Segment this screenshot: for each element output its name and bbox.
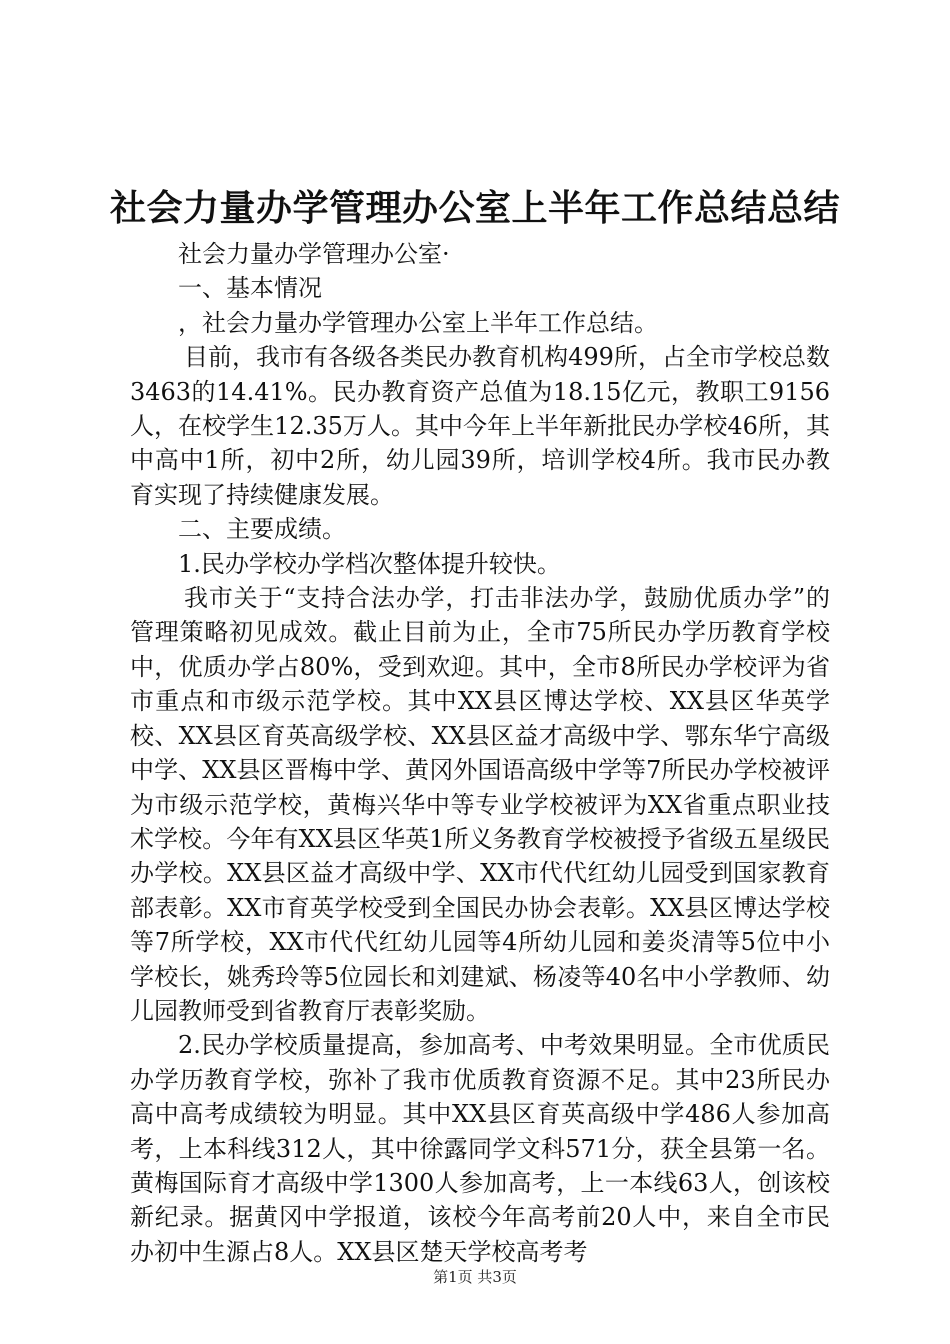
paragraph-current-status: 目前，我市有各级各类民办教育机构499所，占全市学校总数3463的14.41%。民办教育资产总值为18.15亿元，教职工9156人，在校学生12.35万人。其中今年上半年新批民办学校46所，其中高中1所，初中2所，幼儿园39所，培训学校4所。我市民办教育实现了持续健康发展。 xyxy=(130,343,830,509)
document-title: 社会力量办学管理办公室上半年工作总结总结 xyxy=(109,188,840,229)
paragraph-management-strategy: 我市关于“支持合法办学，打击非法办学，鼓励优质办学”的管理策略初见成效。截止目前为止，全市75所民办学历教育学校中，优质办学占80%，受到欢迎。其中，全市8所民办学校评为省市重点和市级示范学校。其中XX县区博达学校、XX县区华英学校、XX县区育英高级学校、XX县区益才高级中学、鄂东华宁高级中学、XX县区晋梅中学、黄冈外国语高级中学等7所民办学校被评为市级示范学校，黄梅兴华中等专业学校被评为XX省重点职业技术学校。今年有XX县区华英1所义务教育学校被授予省级五星级民办学校。XX县区益才高级中学、XX市代代红幼儿园受到国家教育部表彰。XX市育英学校受到全国民办协会表彰。XX县区博达学校等7所学校，XX市代代红幼儿园等4所幼儿园和姜炎清等5位中小学校长，姚秀玲等5位园长和刘建斌、杨凌等40名中小学教师、幼儿园教师受到省教育厅表彰奖励。 xyxy=(130,584,830,1025)
paragraph-summary-intro: ，社会力量办学管理办公室上半年工作总结。 xyxy=(178,308,658,337)
paragraph-office-name: 社会力量办学管理办公室· xyxy=(178,240,450,268)
heading-main-achievements: 二、主要成绩。 xyxy=(178,515,346,544)
subheading-school-level: 1.民办学校办学档次整体提升较快。 xyxy=(178,549,561,578)
heading-basic-situation: 一、基本情况 xyxy=(178,274,322,303)
page-number-footer: 第1页 共3页 xyxy=(433,1268,517,1286)
document-body xyxy=(130,237,830,1269)
paragraph-quality-improvement: 2.民办学校质量提高，参加高考、中考效果明显。全市优质民办学历教育学校，弥补了我市优质教育资源不足。其中23所民办高中高考成绩较为明显。其中XX县区育英高级中学486人参加高考，上本科线312人，其中徐露同学文科571分，获全县第一名。黄梅国际育才高级中学1300人参加高考，上一本线63人，创该校新纪录。据黄冈中学报道，该校今年高考前20人中，来自全市民办初中生源占8人。XX县区楚天学校高考考 xyxy=(130,1031,830,1266)
